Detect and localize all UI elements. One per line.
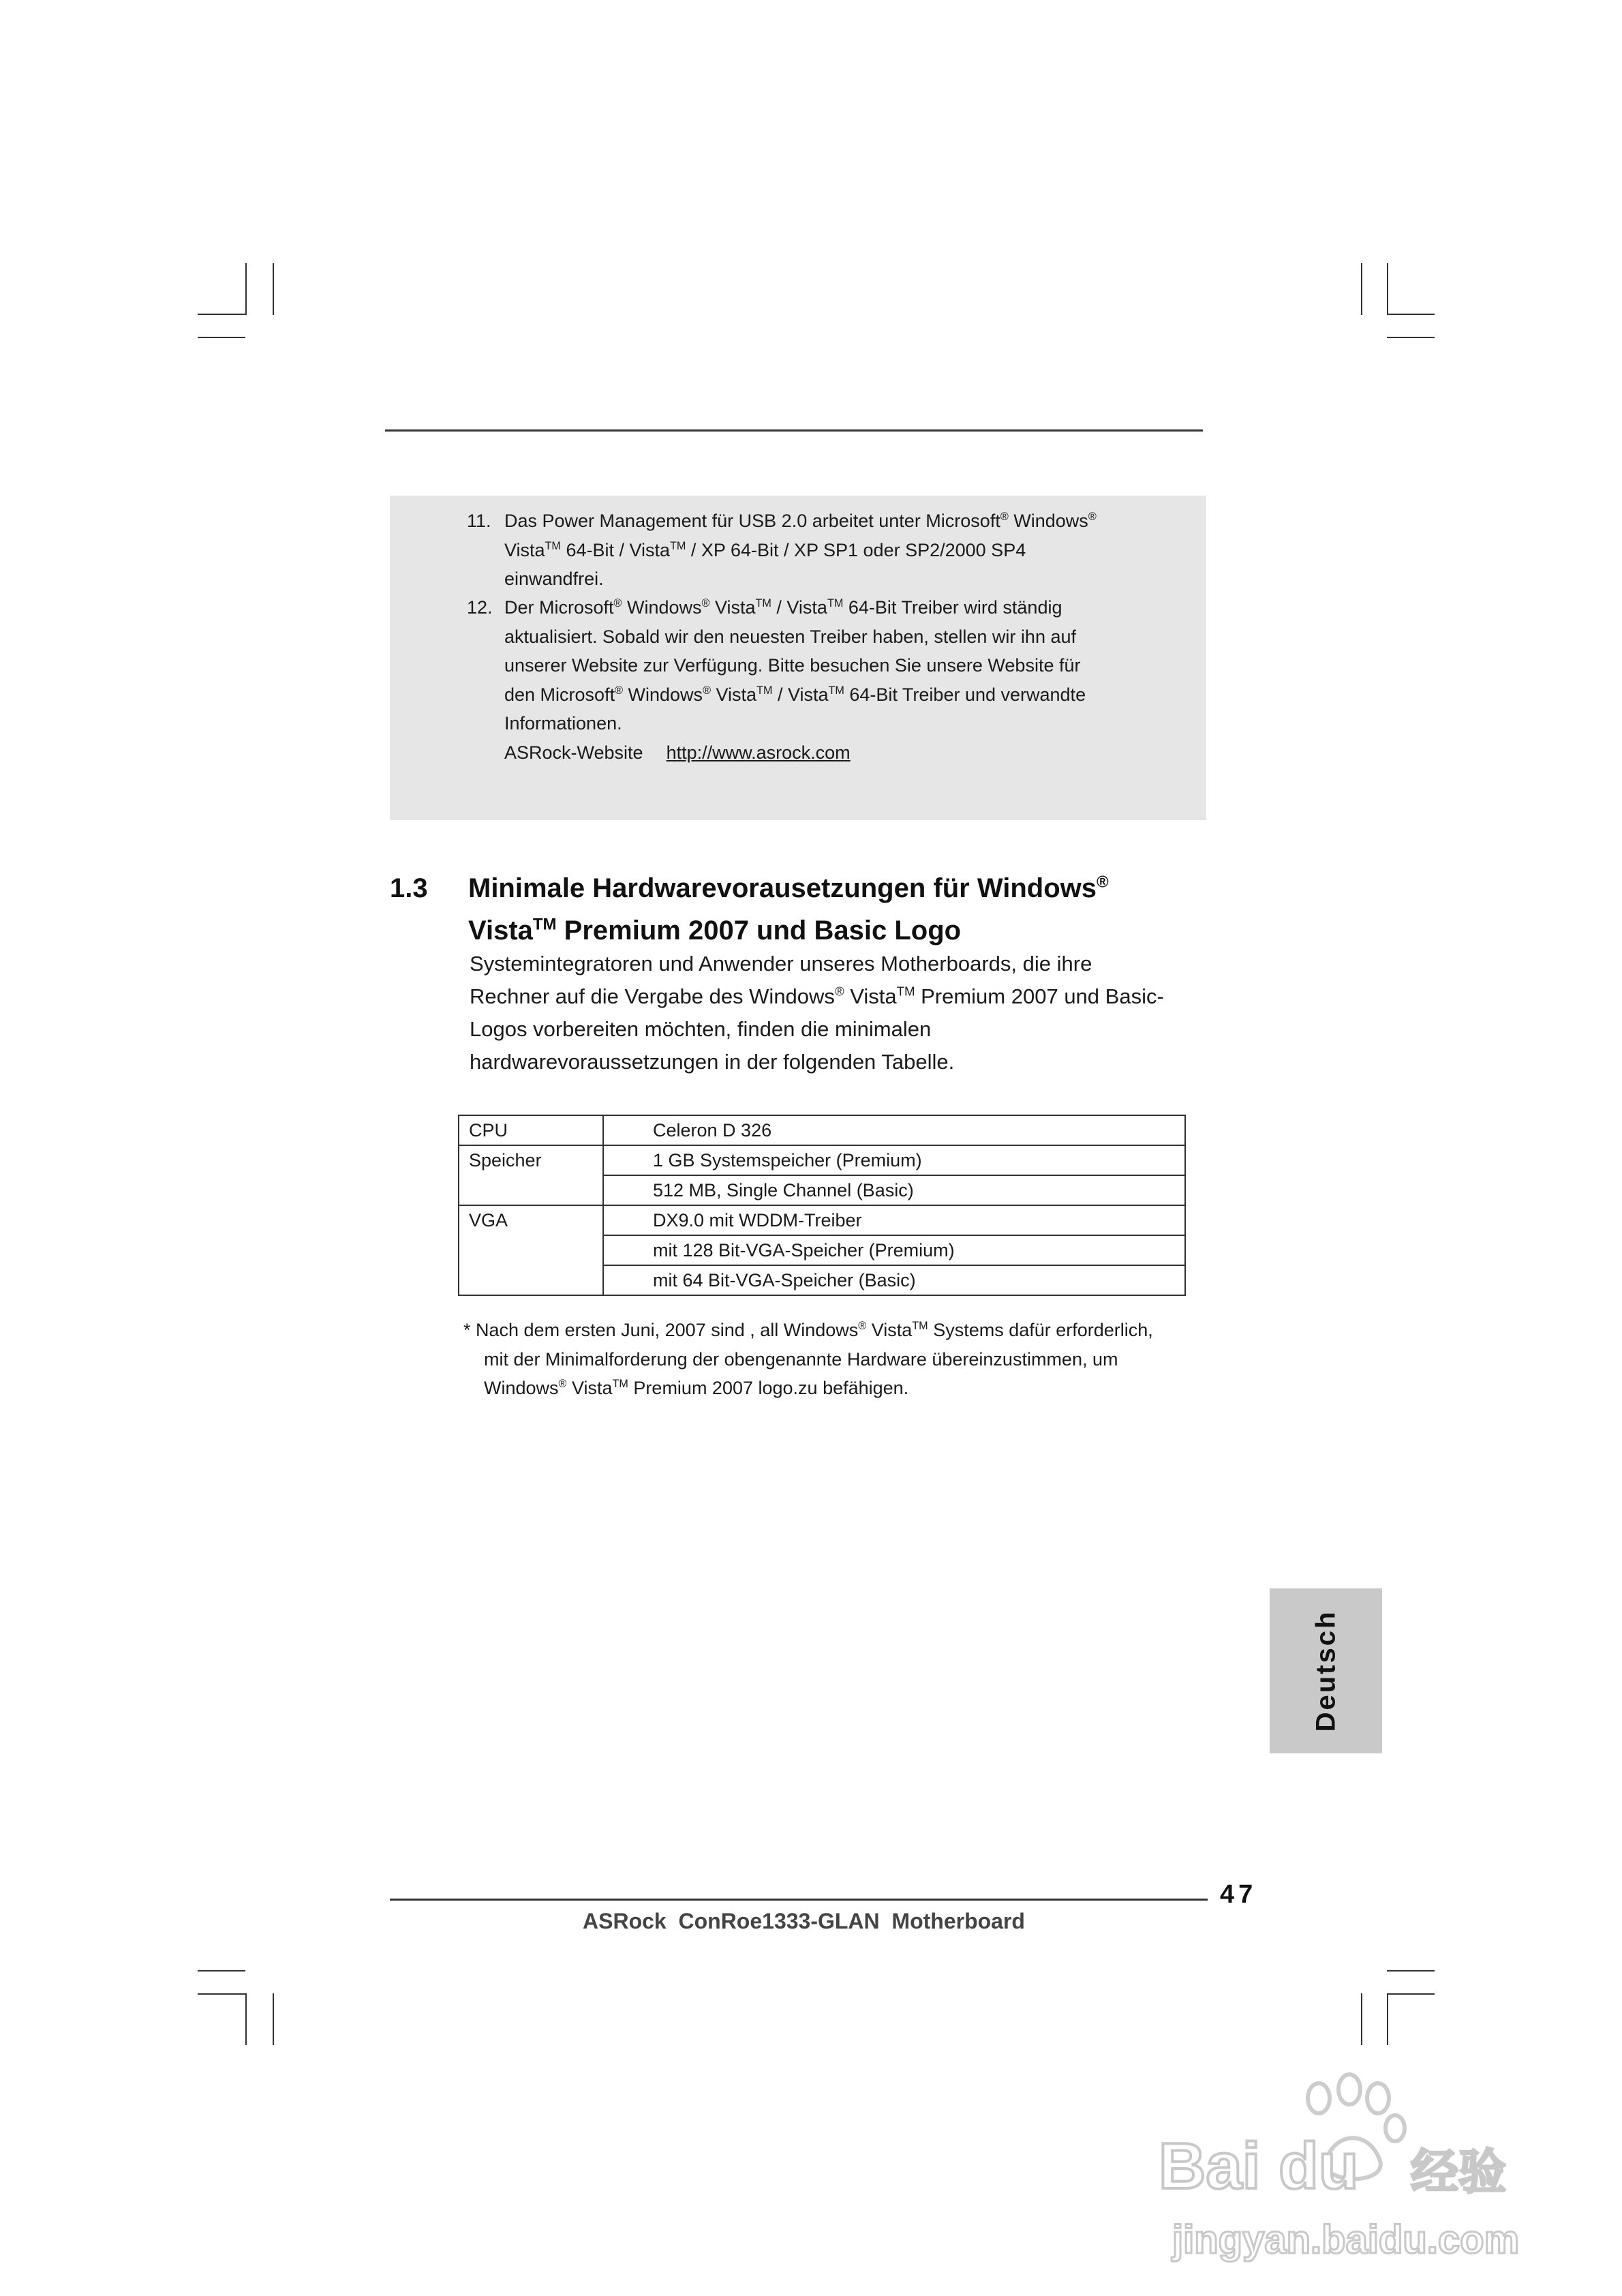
memory-value: 1 GB Systemspeicher (Premium) xyxy=(603,1145,1185,1175)
watermark-brand: Bai du xyxy=(1159,2130,1359,2203)
baidu-watermark xyxy=(1152,2066,1533,2284)
memory-value: 512 MB, Single Channel (Basic) xyxy=(603,1175,1185,1205)
cpu-label: CPU xyxy=(459,1115,603,1145)
requirements-table xyxy=(458,1115,1186,1296)
note-number: 11. xyxy=(467,511,491,531)
vga-label: VGA xyxy=(459,1205,603,1235)
memory-label: Speicher xyxy=(459,1145,603,1175)
website-link[interactable]: http://www.asrock.com xyxy=(666,742,851,763)
language-tab xyxy=(1270,1588,1382,1753)
section-number: 1.3 xyxy=(390,873,428,903)
page-number: 47 xyxy=(1220,1880,1257,1909)
watermark-sub: 经验 xyxy=(1411,2144,1506,2200)
table-row xyxy=(459,1205,1185,1235)
vga-value: mit 64 Bit-VGA-Speicher (Basic) xyxy=(603,1265,1185,1295)
intro-paragraph: Systemintegratoren und Anwender unseres Motherboards, die ihre Rechner auf die Vergabe des Windows® Vista™ Premium 2007 und Basic- Logos vorbereiten möchten, finden die minimalen hardwarevoraussetzungen in der folgenden Tabelle. xyxy=(470,952,1164,1074)
table-row xyxy=(459,1145,1185,1175)
footnote: * Nach dem ersten Juni, 2007 sind , all Windows® Vista™ Systems dafür erforderlich, mit der Minimalforderung der obengenannte Hardware übereinzustimmen, um Windows® Vista™ Premium 2007 logo.zu befähigen. xyxy=(463,1320,1153,1398)
note-number: 12. xyxy=(467,597,493,618)
language-tab-label: Deutsch xyxy=(1311,1610,1341,1732)
watermark-url: jingyan.baidu.com xyxy=(1172,2218,1520,2262)
table-row xyxy=(459,1235,1185,1265)
vga-value: DX9.0 mit WDDM-Treiber xyxy=(603,1205,1185,1235)
footer-rule xyxy=(390,1899,1208,1901)
vga-value: mit 128 Bit-VGA-Speicher (Premium) xyxy=(603,1235,1185,1265)
table-row xyxy=(459,1175,1185,1205)
header-rule xyxy=(385,429,1203,432)
section-title-line1: Minimale Hardwarevorausetzungen für Windows xyxy=(468,873,1097,903)
footer-text: ASRock ConRoe1333-GLAN Motherboard xyxy=(583,1909,1025,1933)
cpu-value: Celeron D 326 xyxy=(653,1119,772,1141)
table-row xyxy=(459,1115,1185,1145)
notes-box: 11. Das Power Management für USB 2.0 arbeitet unter Microsoft® Windows® Vista™ 64-Bit / Vista™ / XP 64-Bit / XP SP1 oder SP2/2000 SP4 einwandfrei. 12. Der Microsoft® Windows® Vista™ / Vista™ 64-Bit Treiber wird ständig aktualisiert. Sobald wir den neuesten Treiber haben, stellen wir ihn auf unserer Website zur Verfügung. Bitte besuchen Sie unsere Website für den Microsoft® Windows® Vista™ / Vista™ 64-Bit Treiber und verwandte Informationen. ASRock-Website http://www.asrock.com xyxy=(390,496,1206,820)
website-label: ASRock-Website xyxy=(504,742,643,763)
table-row xyxy=(459,1265,1185,1295)
section-title-line2: Premium 2007 und Basic Logo xyxy=(564,916,962,946)
